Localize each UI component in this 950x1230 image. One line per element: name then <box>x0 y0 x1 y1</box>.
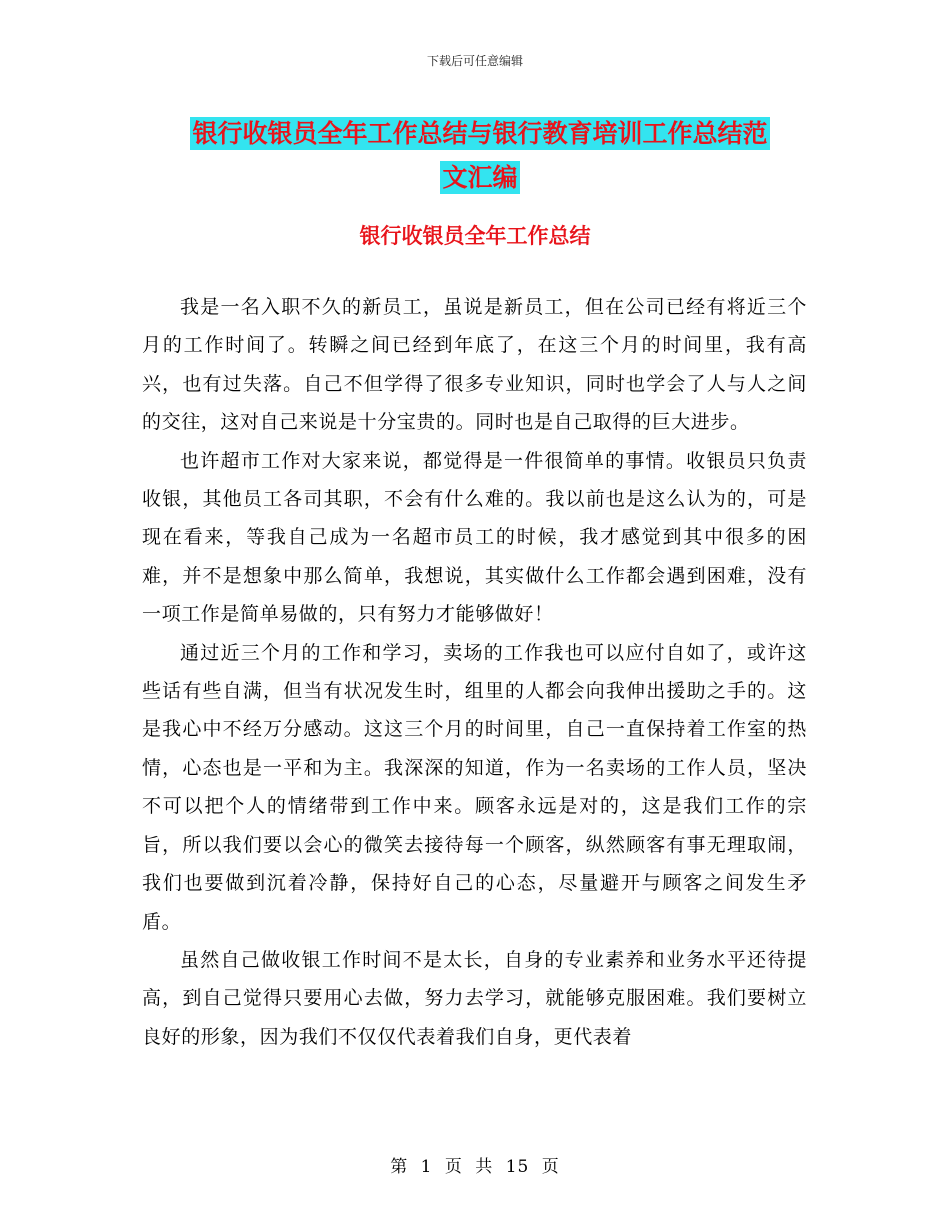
paragraph-4: 虽然自己做收银工作时间不是太长，自身的专业素养和业务水平还待提高，到自己觉得只要用心去做，努力去学习，就能够克服困难。我们要树立良好的形象，因为我们不仅仅代表着我们自身，更代表着 <box>142 948 807 1048</box>
document-title-line1: 银行收银员全年工作总结与银行教育培训工作总结范 <box>192 119 768 148</box>
header-note: 下载后可任意编辑 <box>426 54 523 68</box>
paragraph-2: 也许超市工作对大家来说，都觉得是一件很简单的事情。收银员只负责收银，其他员工各司其职，不会有什么难的。我以前也是这么认为的，可是现在看来，等我自己成为一名超市员工的时候，我才感觉到其中很多的困难，并不是想象中那么简单，我想说，其实做什么工作都会遇到困难，没有一项工作是简单易做的，只有努力才能够做好！ <box>142 449 807 626</box>
page-footer: 第 1 页 共 15 页 <box>390 1157 560 1177</box>
document-title <box>140 112 820 200</box>
document-body <box>142 288 807 1056</box>
paragraph-3: 通过近三个月的工作和学习，卖场的工作我也可以应付自如了，或许这些话有些自满，但当有状况发生时，组里的人都会向我伸出援助之手的。这是我心中不经万分感动。这这三个月的时间里，自己一直保持着工作室的热情，心态也是一平和为主。我深深的知道，作为一名卖场的工作人员，坚决不可以把个人的情绪带到工作中来。顾客永远是对的，这是我们工作的宗旨，所以我们要以会心的微笑去接待每一个顾客，纵然顾客有事无理取闹，我们也要做到沉着冷静，保持好自己的心态，尽量避开与顾客之间发生矛盾。 <box>142 641 807 933</box>
section-title: 银行收银员全年工作总结 <box>359 224 591 248</box>
paragraph-1: 我是一名入职不久的新员工，虽说是新员工，但在公司已经有将近三个月的工作时间了。转瞬之间已经到年底了，在这三个月的时间里，我有高兴，也有过失落。自己不但学得了很多专业知识，同时也学会了人与人之间的交往，这对自己来说是十分宝贵的。同时也是自己取得的巨大进步。 <box>142 296 807 434</box>
document-title-line2: 文汇编 <box>442 163 518 192</box>
